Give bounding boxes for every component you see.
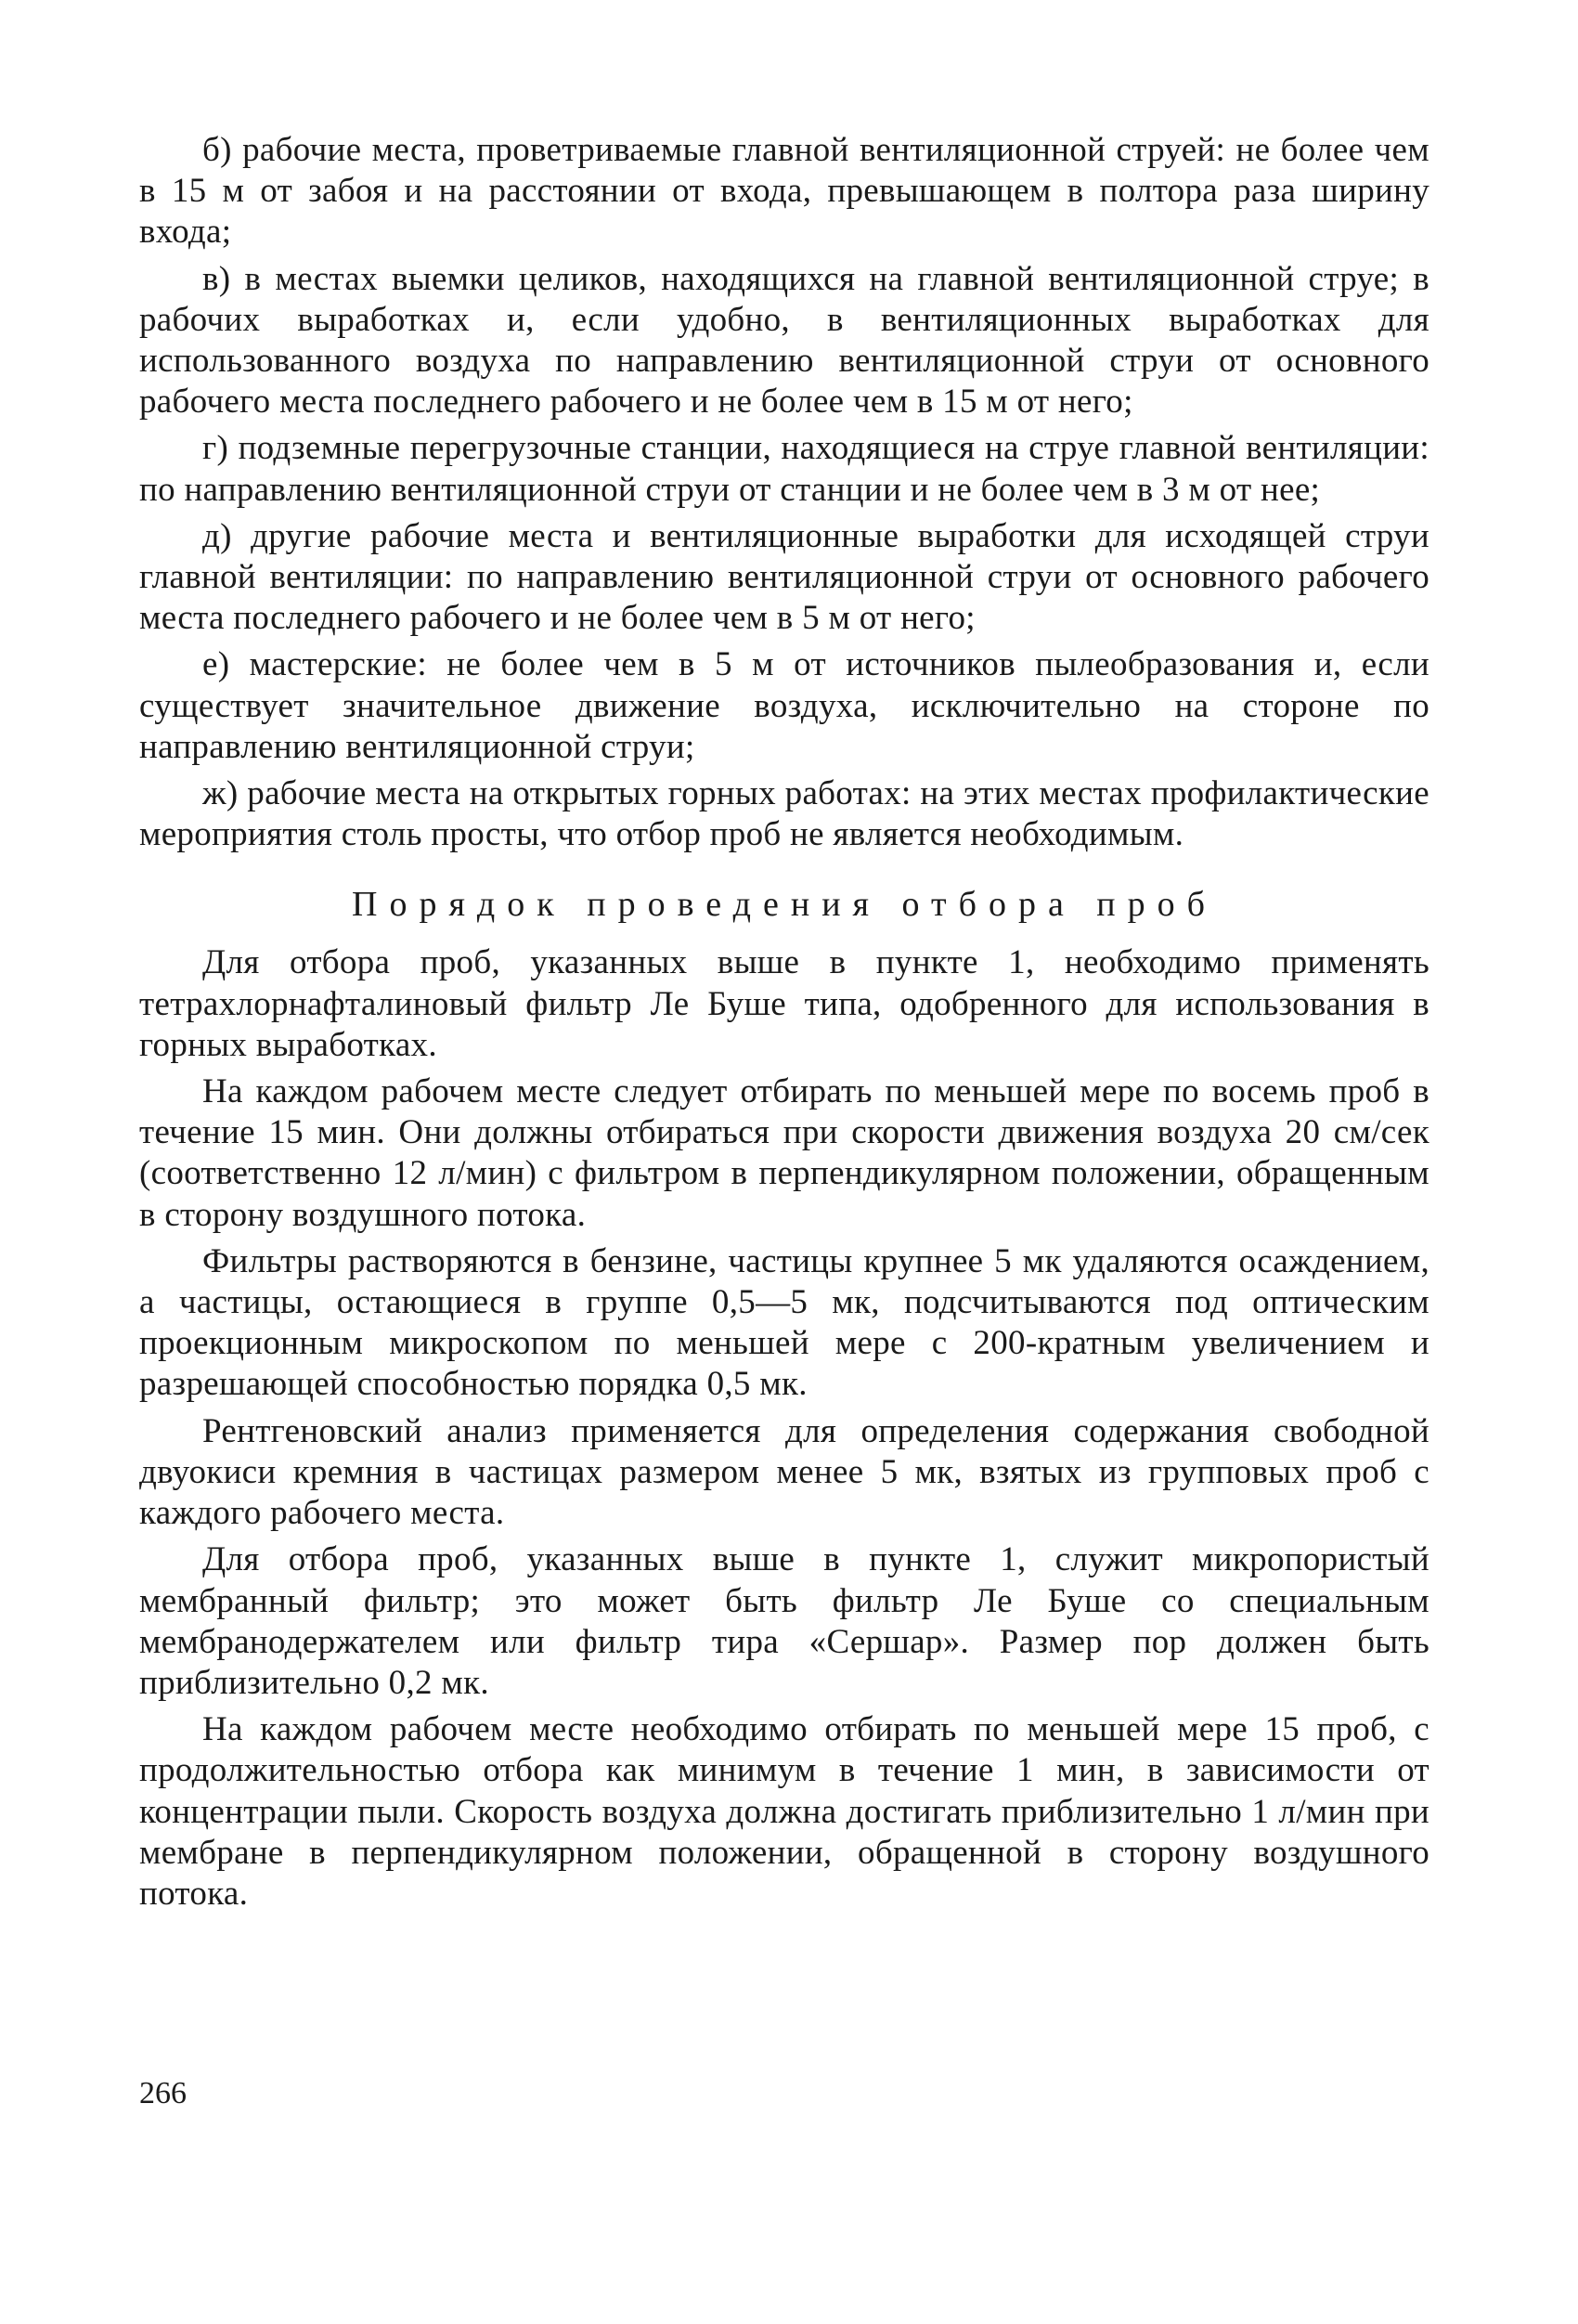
- page-number: 266: [139, 2076, 187, 2110]
- paragraph: На каждом рабочем месте следует отбирать по меньшей мере по восемь проб в течение 15 мин. Они должны отбираться при скорости движения воздуха 20 см/сек (соответственно 12 л/мин) с фильтром в перпендикулярном положении, обращенным в сторону воздушного потока.: [139, 1072, 1429, 1234]
- list-item-zh: ж) рабочие места на открытых горных работах: на этих местах профилактические мероприятия столь просты, что отбор проб не является необходимым.: [139, 774, 1429, 854]
- page-body: [139, 130, 1429, 1920]
- section-heading: Порядок проведения отбора проб: [352, 885, 1217, 925]
- list-item-v: в) в местах выемки целиков, находящихся на главной вентиляционной струе; в рабочих выработках и, если удобно, в вентиляционных выработках для использованного воздуха по направлению вентиляционной струи от основного рабочего места последнего рабочего и не более чем в 15 м от него;: [139, 259, 1429, 422]
- paragraph: Для отбора проб, указанных выше в пункте 1, служит микропористый мембранный фильтр; это может быть фильтр Ле Буше со специальным мембранодержателем или фильтр тира «Сершар». Размер пор должен быть приблизительно 0,2 мк.: [139, 1540, 1429, 1702]
- list-item-g: г) подземные перегрузочные станции, находящиеся на струе главной вентиляции: по направлению вентиляционной струи от станции и не более чем в 3 м от нее;: [139, 429, 1429, 509]
- paragraph: Рентгеновский анализ применяется для определения содержания свободной двуокиси кремния в частицах размером менее 5 мк, взятых из групповых проб с каждого рабочего места.: [139, 1411, 1429, 1533]
- list-item-b: б) рабочие места, проветриваемые главной вентиляционной струей: не более чем в 15 м от забоя и на расстоянии от входа, превышающем в полтора раза ширину входа;: [139, 131, 1429, 252]
- paragraph: На каждом рабочем месте необходимо отбирать по меньшей мере 15 проб, с продолжительностью отбора как минимум в течение 1 мин, в зависимости от концентрации пыли. Скорость воздуха должна достигать приблизительно 1 л/мин при мембране в перпендикулярном положении, обращенной в сторону воздушного потока.: [139, 1710, 1429, 1913]
- list-item-e: е) мастерские: не более чем в 5 м от источников пылеобразования и, если существует значительное движение воздуха, исключительно на стороне по направлению вентиляционной струи;: [139, 645, 1429, 766]
- list-item-d: д) другие рабочие места и вентиляционные выработки для исходящей струи главной вентиляции: по направлению вентиляционной струи от основного рабочего места последнего рабочего и не более чем в 5 м от него;: [139, 516, 1429, 638]
- paragraph: Для отбора проб, указанных выше в пункте 1, необходимо применять тетрахлорнафталиновый фильтр Ле Буше типа, одобренного для использования в горных выработках.: [139, 943, 1429, 1064]
- paragraph: Фильтры растворяются в бензине, частицы крупнее 5 мк удаляются осаждением, а частицы, остающиеся в группе 0,5—5 мк, подсчитываются под оптическим проекционным микроскопом по меньшей мере с 200-кратным увеличением и разрешающей способностью порядка 0,5 мк.: [139, 1241, 1429, 1404]
